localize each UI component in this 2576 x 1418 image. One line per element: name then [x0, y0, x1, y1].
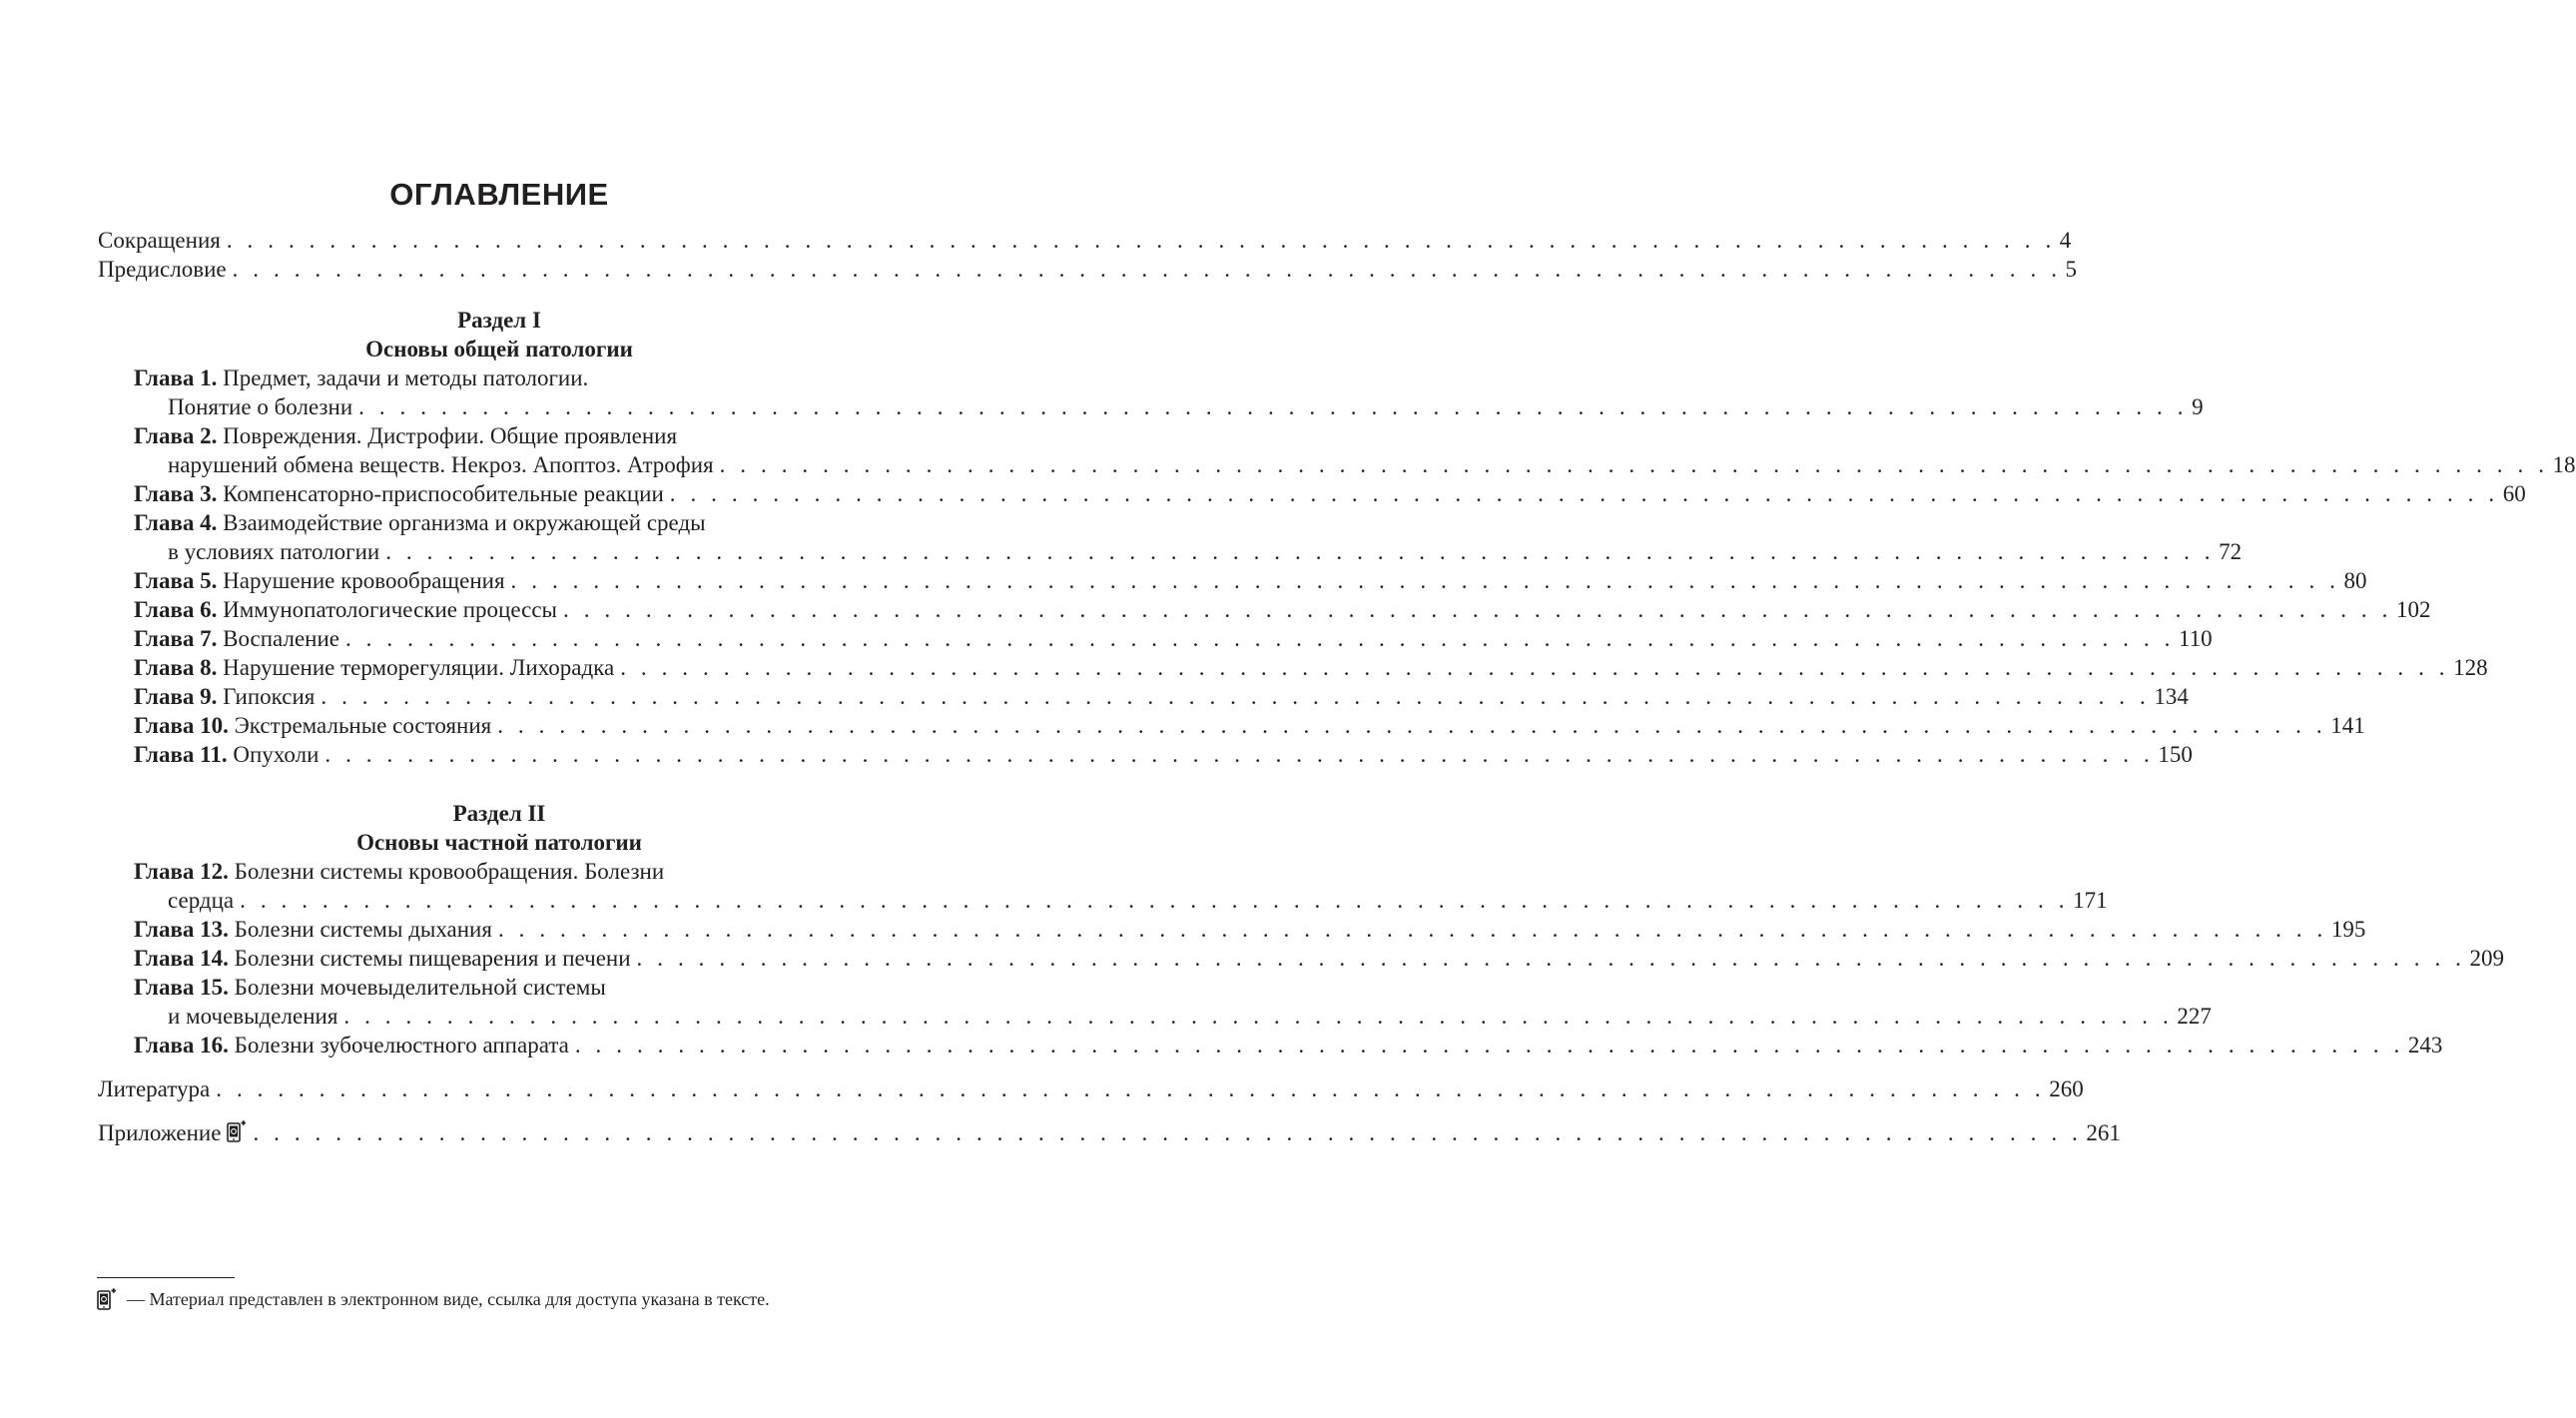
page-title: ОГЛАВЛЕНИЕ [389, 177, 609, 212]
toc-chapter-1-cont[interactable] [168, 392, 2204, 421]
chapter-label: Глава 13. [134, 917, 229, 942]
chapter-title: Опухоли [233, 742, 320, 767]
leader-dots: . . . . . . . . . . . . . . . . . . . . . . . . . . . . . . . . . . . . . . . . . . . . . . . . . . . . . . . . . . . . . . . . . . . . . . . . . . . . . . . . . . . . . . . . . [669, 481, 2499, 506]
page-number: 72 [2219, 539, 2243, 564]
page-number: 195 [2330, 917, 2366, 942]
leader-dots: . . . . . . . . . . . . . . . . . . . . . . . . . . . . . . . . . . . . . . . . . . . . . . . . . . . . . . . . . . . . . . . . . . . . . . . . . . . . . . . . . . . . . . . . . [385, 539, 2216, 564]
chapter-title: Нарушение кровообращения [223, 568, 505, 593]
page-number: 80 [2343, 568, 2367, 593]
toc-chapter-4-cont[interactable] [168, 537, 2243, 566]
leader-dots: . . . . . . . . . . . . . . . . . . . . . . . . . . . . . . . . . . . . . . . . . . . . . . . . . . . . . . . . . . . . . . . . . . . . . . . . . . . . . . . . . . . . . . . . . [497, 917, 2327, 942]
toc-chapter-11[interactable] [134, 740, 2193, 769]
chapter-title: Компенсаторно-приспособительные реакции [223, 481, 664, 506]
section-label: Раздел I [457, 308, 541, 333]
chapter-label: Глава 4. [134, 510, 218, 535]
toc-chapter-10[interactable] [134, 711, 2365, 740]
chapter-label: Глава 9. [134, 684, 218, 709]
chapter-label: Глава 12. [134, 859, 229, 884]
toc-entry-text: Литература [98, 1076, 211, 1101]
toc-entry-text: Сокращения [98, 228, 221, 253]
toc-entry-appendix[interactable] [98, 1118, 2121, 1147]
chapter-title: Болезни системы кровообращения. Болезни [234, 859, 665, 884]
leader-dots: . . . . . . . . . . . . . . . . . . . . . . . . . . . . . . . . . . . . . . . . . . . . . . . . . . . . . . . . . . . . . . . . . . . . . . . . . . . . . . . . . . . . . . . . . [636, 946, 2466, 971]
leader-dots: . . . . . . . . . . . . . . . . . . . . . . . . . . . . . . . . . . . . . . . . . . . . . . . . . . . . . . . . . . . . . . . . . . . . . . . . . . . . . . . . . . . . . . . . . [226, 228, 2056, 253]
leader-dots: . . . . . . . . . . . . . . . . . . . . . . . . . . . . . . . . . . . . . . . . . . . . . . . . . . . . . . . . . . . . . . . . . . . . . . . . . . . . . . . . . . . . . . . . . [240, 888, 2070, 913]
electronic-material-icon [227, 1119, 247, 1143]
toc-chapter-15-cont[interactable] [168, 1002, 2212, 1031]
page-number: 5 [2065, 257, 2078, 282]
leader-dots: . . . . . . . . . . . . . . . . . . . . . . . . . . . . . . . . . . . . . . . . . . . . . . . . . . . . . . . . . . . . . . . . . . . . . . . . . . . . . . . . . . . . . . . . . [358, 394, 2189, 419]
chapter-label: Глава 16. [134, 1033, 229, 1058]
leader-dots: . . . . . . . . . . . . . . . . . . . . . . . . . . . . . . . . . . . . . . . . . . . . . . . . . . . . . . . . . . . . . . . . . . . . . . . . . . . . . . . . . . . . . . . . . [324, 742, 2155, 767]
page-number: 209 [2469, 946, 2504, 971]
chapter-label: Глава 11. [134, 742, 228, 767]
page-number: 243 [2407, 1033, 2443, 1058]
leader-dots: . . . . . . . . . . . . . . . . . . . . . . . . . . . . . . . . . . . . . . . . . . . . . . . . . . . . . . . . . . . . . . . . . . . . . . . . . . . . . . . . . . . . . . . . . [510, 568, 2340, 593]
chapter-title: Воспаление [223, 626, 339, 651]
footnote-divider [97, 1277, 235, 1278]
toc-entry-literature[interactable] [98, 1074, 2084, 1103]
toc-chapter-13[interactable] [134, 915, 2366, 944]
toc-chapter-1[interactable] [134, 363, 588, 392]
toc-chapter-2-cont[interactable] [168, 450, 2576, 479]
toc-chapter-4[interactable] [134, 508, 706, 537]
leader-dots: . . . . . . . . . . . . . . . . . . . . . . . . . . . . . . . . . . . . . . . . . . . . . . . . . . . . . . . . . . . . . . . . . . . . . . . . . . . . . . . . . . . . . . . . . [620, 655, 2450, 680]
toc-chapter-12[interactable] [134, 857, 664, 886]
toc-chapter-5[interactable] [134, 566, 2367, 595]
leader-dots: . . . . . . . . . . . . . . . . . . . . . . . . . . . . . . . . . . . . . . . . . . . . . . . . . . . . . . . . . . . . . . . . . . . . . . . . . . . . . . . . . . . . . . . . . [719, 452, 2549, 477]
page-number: 171 [2073, 888, 2108, 913]
page-number: 110 [2178, 626, 2213, 651]
chapter-title: Экстремальные состояния [234, 713, 492, 738]
leader-dots: . . . . . . . . . . . . . . . . . . . . . . . . . . . . . . . . . . . . . . . . . . . . . . . . . . . . . . . . . . . . . . . . . . . . . . . . . . . . . . . . . . . . . . . . . [253, 1120, 2083, 1145]
toc-entry-text: Предисловие [98, 257, 227, 282]
chapter-title: Повреждения. Дистрофии. Общие проявления [223, 423, 678, 448]
leader-dots: . . . . . . . . . . . . . . . . . . . . . . . . . . . . . . . . . . . . . . . . . . . . . . . . . . . . . . . . . . . . . . . . . . . . . . . . . . . . . . . . . . . . . . . . . [563, 597, 2392, 622]
toc-chapter-14[interactable] [134, 944, 2504, 973]
footnote [97, 1286, 770, 1312]
chapter-title: Болезни системы дыхания [234, 917, 492, 942]
page-number: 102 [2395, 597, 2431, 622]
section-title: Основы частной патологии [356, 830, 642, 855]
footnote-text: — Материал представлен в электронном виде, ссылка для доступа указана в тексте. [127, 1289, 770, 1309]
chapter-title: Нарушение терморегуляции. Лихорадка [223, 655, 615, 680]
page-number: 18 [2552, 452, 2576, 477]
page-number: 9 [2192, 394, 2204, 419]
chapter-label: Глава 7. [134, 626, 218, 651]
leader-dots: . . . . . . . . . . . . . . . . . . . . . . . . . . . . . . . . . . . . . . . . . . . . . . . . . . . . . . . . . . . . . . . . . . . . . . . . . . . . . . . . . . . . . . . . . [343, 1004, 2174, 1029]
section-label: Раздел II [452, 801, 546, 826]
toc-entry-abbreviations[interactable] [98, 226, 2072, 255]
page-number: 227 [2177, 1004, 2212, 1029]
page-number: 261 [2086, 1120, 2121, 1145]
chapter-label: Глава 14. [134, 946, 229, 971]
leader-dots: . . . . . . . . . . . . . . . . . . . . . . . . . . . . . . . . . . . . . . . . . . . . . . . . . . . . . . . . . . . . . . . . . . . . . . . . . . . . . . . . . . . . . . . . . [574, 1033, 2404, 1058]
page-number: 4 [2059, 228, 2072, 253]
chapter-label: Глава 15. [134, 975, 229, 1000]
electronic-material-icon [97, 1287, 117, 1311]
chapter-label: Глава 2. [134, 423, 218, 448]
chapter-label: Глава 8. [134, 655, 218, 680]
chapter-title: Иммунопатологические процессы [223, 597, 558, 622]
leader-dots: . . . . . . . . . . . . . . . . . . . . . . . . . . . . . . . . . . . . . . . . . . . . . . . . . . . . . . . . . . . . . . . . . . . . . . . . . . . . . . . . . . . . . . . . . [344, 626, 2175, 651]
toc-chapter-6[interactable] [134, 595, 2431, 624]
toc-chapter-7[interactable] [134, 624, 2213, 653]
chapter-label: Глава 6. [134, 597, 218, 622]
chapter-title-cont: в условиях патологии [168, 539, 380, 564]
leader-dots: . . . . . . . . . . . . . . . . . . . . . . . . . . . . . . . . . . . . . . . . . . . . . . . . . . . . . . . . . . . . . . . . . . . . . . . . . . . . . . . . . . . . . . . . . [497, 713, 2327, 738]
toc-chapter-12-cont[interactable] [168, 886, 2108, 915]
chapter-label: Глава 5. [134, 568, 218, 593]
toc-chapter-3[interactable] [134, 479, 2526, 508]
toc-entry-preface[interactable] [98, 255, 2078, 284]
page-number: 150 [2158, 742, 2193, 767]
chapter-title: Предмет, задачи и методы патологии. [223, 365, 589, 390]
chapter-title: Взаимодействие организма и окружающей среды [223, 510, 706, 535]
page-number: 141 [2330, 713, 2365, 738]
toc-chapter-15[interactable] [134, 973, 606, 1002]
chapter-title: Болезни зубочелюстного аппарата [234, 1033, 569, 1058]
leader-dots: . . . . . . . . . . . . . . . . . . . . . . . . . . . . . . . . . . . . . . . . . . . . . . . . . . . . . . . . . . . . . . . . . . . . . . . . . . . . . . . . . . . . . . . . . [216, 1076, 2046, 1101]
leader-dots: . . . . . . . . . . . . . . . . . . . . . . . . . . . . . . . . . . . . . . . . . . . . . . . . . . . . . . . . . . . . . . . . . . . . . . . . . . . . . . . . . . . . . . . . . [321, 684, 2151, 709]
page-number: 60 [2502, 481, 2526, 506]
chapter-title: Болезни системы пищеварения и печени [234, 946, 631, 971]
chapter-title-cont: сердца [168, 888, 235, 913]
toc-entry-text: Приложение [98, 1120, 222, 1145]
chapter-label: Глава 1. [134, 365, 218, 390]
page-number: 134 [2154, 684, 2189, 709]
page-number: 128 [2453, 655, 2488, 680]
leader-dots: . . . . . . . . . . . . . . . . . . . . . . . . . . . . . . . . . . . . . . . . . . . . . . . . . . . . . . . . . . . . . . . . . . . . . . . . . . . . . . . . . . . . . . . . . [232, 257, 2062, 282]
toc-chapter-16[interactable] [134, 1031, 2443, 1060]
page-number: 260 [2049, 1076, 2084, 1101]
toc-chapter-9[interactable] [134, 682, 2189, 711]
chapter-title: Гипоксия [223, 684, 316, 709]
chapter-title-cont: и мочевыделения [168, 1004, 338, 1029]
chapter-label: Глава 10. [134, 713, 229, 738]
chapter-title-cont: нарушений обмена веществ. Некроз. Апоптоз. Атрофия [168, 452, 714, 477]
section-title: Основы общей патологии [365, 337, 633, 361]
chapter-label: Глава 3. [134, 481, 218, 506]
chapter-title-cont: Понятие о болезни [168, 394, 353, 419]
toc-chapter-2[interactable] [134, 421, 677, 450]
chapter-title: Болезни мочевыделительной системы [234, 975, 606, 1000]
toc-chapter-8[interactable] [134, 653, 2488, 682]
